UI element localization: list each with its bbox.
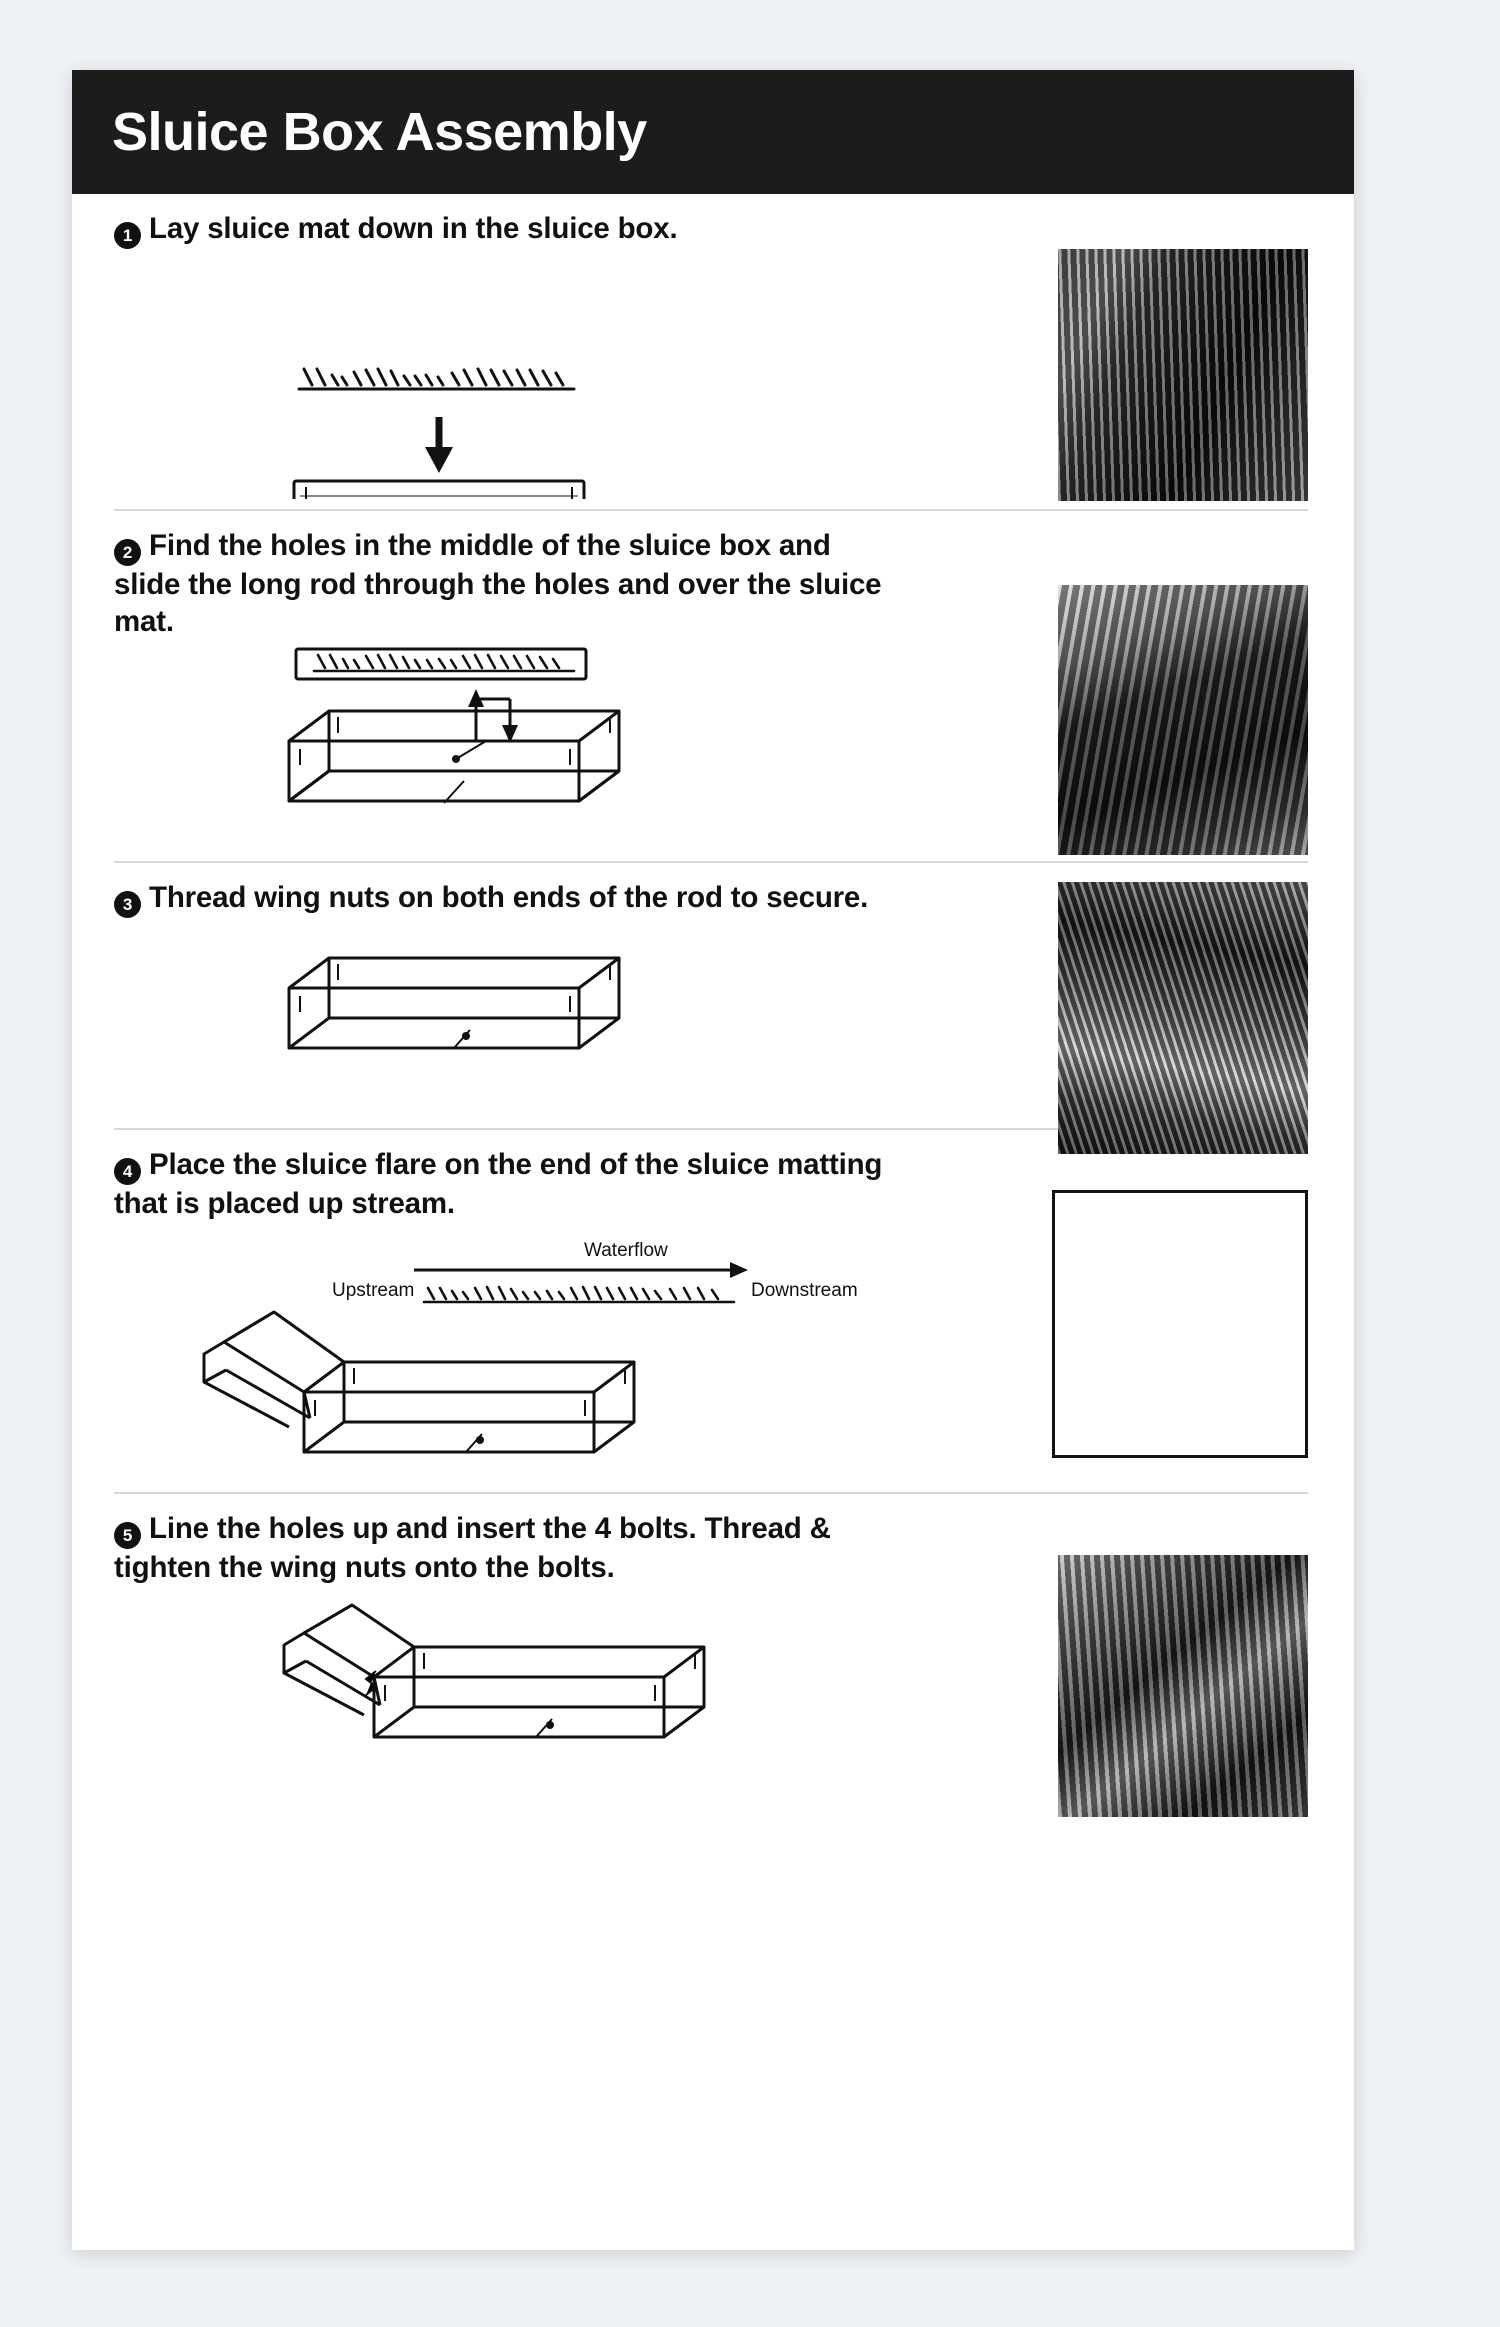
diagram-wing-nuts-on-rod	[114, 918, 904, 1118]
photo-step-2	[1058, 585, 1308, 855]
step-4-body	[114, 1222, 1308, 1482]
label-downstream: Downstream	[751, 1280, 858, 1302]
diagram-mat-into-box	[114, 249, 904, 499]
steps-container	[72, 194, 1354, 1827]
step-2-instruction: Find the holes in the middle of the sluice box and slide the long rod through the holes and over the sluice mat.	[114, 529, 882, 639]
step-2-body	[114, 641, 1308, 851]
step-1-number: 1	[114, 222, 141, 249]
photo-step-3	[1058, 882, 1308, 1154]
step-2-diagram	[114, 641, 914, 851]
photo-step-4	[1052, 1190, 1308, 1458]
label-upstream: Upstream	[332, 1280, 415, 1302]
step-5-photo-wrap	[1058, 1587, 1308, 1817]
step-3-number: 3	[114, 891, 141, 918]
step-5-diagram	[114, 1587, 914, 1817]
step-1	[114, 194, 1308, 511]
step-3-photo-wrap	[1058, 918, 1308, 1154]
step-5-text	[114, 1510, 904, 1586]
step-1-diagram	[114, 249, 914, 499]
step-1-text	[114, 210, 904, 249]
step-2-text	[114, 527, 904, 641]
step-3	[114, 863, 1308, 1130]
step-2-number: 2	[114, 539, 141, 566]
step-1-photo-wrap	[1058, 249, 1308, 501]
step-3-text	[114, 879, 904, 918]
step-1-instruction: Lay sluice mat down in the sluice box.	[149, 212, 678, 245]
page-title: Sluice Box Assembly	[112, 102, 647, 162]
step-2	[114, 511, 1308, 863]
diagram-bolts-wing-nuts	[114, 1587, 904, 1817]
step-5	[114, 1494, 1308, 1826]
diagram-rod-through-holes	[114, 641, 904, 851]
step-5-number: 5	[114, 1522, 141, 1549]
step-3-instruction: Thread wing nuts on both ends of the rod to secure.	[149, 880, 869, 914]
diagram-flare-upstream	[114, 1222, 904, 1482]
photo-step-5	[1058, 1555, 1308, 1817]
step-4-instruction: Place the sluice flare on the end of the sluice matting that is placed up stream.	[114, 1147, 883, 1220]
step-5-instruction: Line the holes up and insert the 4 bolts. Thread & tighten the wing nuts onto the bolts.	[114, 1512, 831, 1585]
step-5-body	[114, 1587, 1308, 1817]
step-4	[114, 1130, 1308, 1494]
step-4-diagram	[114, 1222, 914, 1482]
step-3-diagram	[114, 918, 914, 1118]
step-4-text	[114, 1146, 904, 1222]
instruction-sheet	[72, 70, 1354, 2250]
photo-step-1	[1058, 249, 1308, 501]
label-waterflow: Waterflow	[584, 1240, 668, 1262]
step-1-body	[114, 249, 1308, 499]
title-bar	[72, 70, 1354, 194]
step-4-number: 4	[114, 1158, 141, 1185]
step-3-body	[114, 918, 1308, 1118]
step-2-photo-wrap	[1058, 641, 1308, 855]
step-4-photo-wrap	[1052, 1222, 1308, 1458]
